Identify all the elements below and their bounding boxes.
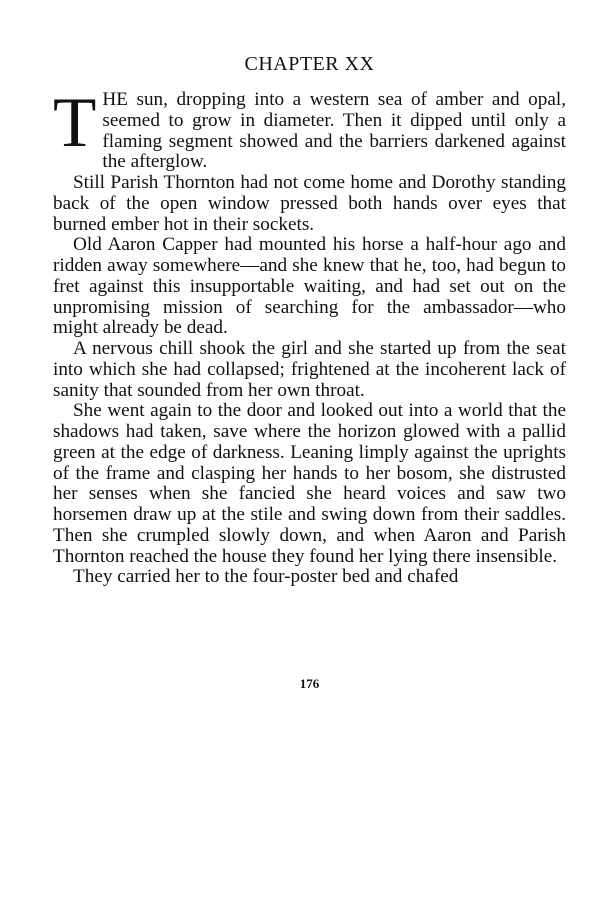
paragraph-4: A nervous chill shook the girl and she started up from the seat into which she had collapsed; frightened at the incoherent lack of sanity that sounded from her own throat. (53, 338, 566, 401)
paragraph-1 (53, 84, 566, 173)
paragraph-5: She went again to the door and looked out into a world that the shadows had taken, save where the horizon glowed with a pallid green at the edge of darkness. Leaning limply against the uprights of the frame and clasping her hands to her bosom, she distrusted her senses when she fancied she heard voices and saw two horsemen draw up at the stile and swing down from their saddles. Then she crumpled slowly down, and when Aaron and Parish Thornton reached the house they found her lying there insensible. (53, 400, 566, 567)
page-number: 176 (299, 676, 320, 691)
paragraph-6: They carried her to the four-poster bed and chafed (73, 566, 459, 588)
paragraph-1-text: HE sun, dropping into a western sea of amber and opal, seemed to grow in diameter. Then it dipped until only a flaming segment showed and the barriers darkened against the afterglow. (102, 89, 566, 173)
paragraph-3: Old Aaron Capper had mounted his horse a half-hour ago and ridden away somewhere—and she knew that he, too, had begun to fret against this insupportable waiting, and had set out on the unpromising mission of searching for the ambassador—who might already be dead. (53, 234, 566, 339)
chapter-title: CHAPTER XX (244, 53, 375, 75)
body-text (53, 84, 566, 588)
paragraph-2: Still Parish Thornton had not come home and Dorothy standing back of the open window pressed both hands over eyes that burned ember hot in their sockets. (53, 172, 566, 235)
drop-cap-letter: T (53, 84, 97, 162)
